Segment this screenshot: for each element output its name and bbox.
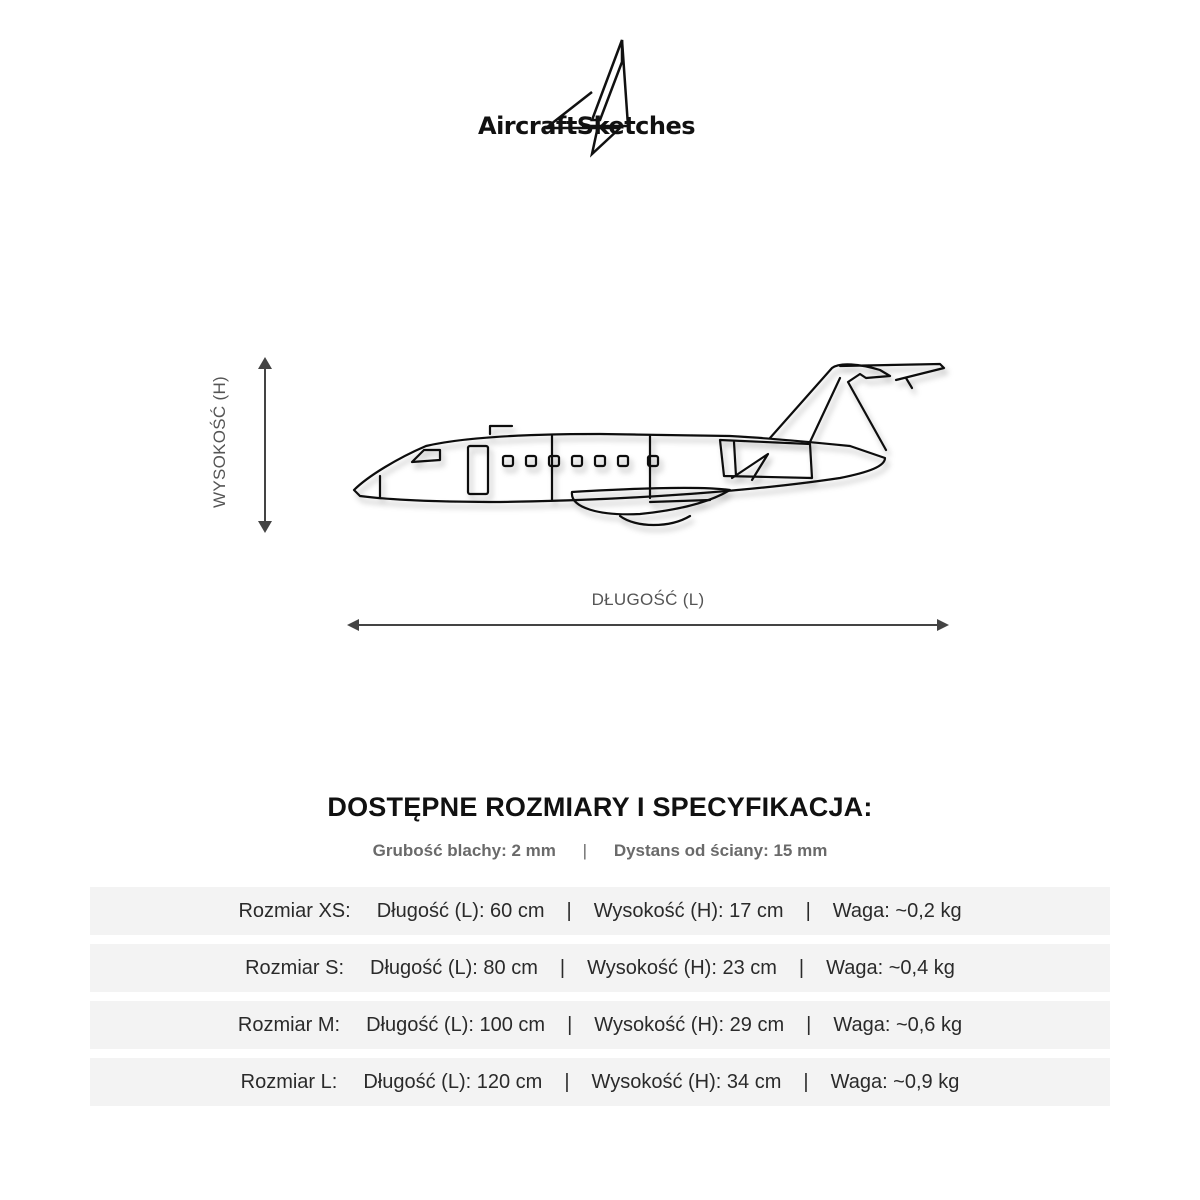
size-height: Wysokość (H): 17 cm — [593, 899, 784, 922]
size-height: Wysokość (H): 23 cm — [587, 956, 777, 979]
separator: | — [805, 899, 811, 922]
wall-distance: Dystans od ściany: 15 mm — [613, 841, 828, 860]
separator: | — [559, 956, 566, 979]
size-weight: Waga: ~0,4 kg — [826, 956, 955, 979]
brand-logo — [470, 36, 730, 160]
size-weight: Waga: ~0,2 kg — [832, 899, 962, 922]
business-jet-silhouette-icon — [340, 350, 960, 540]
length-dimension-arrow — [345, 615, 951, 635]
size-weight: Waga: ~0,9 kg — [830, 1070, 960, 1093]
size-row-xs — [90, 887, 1110, 935]
separator: | — [566, 899, 572, 922]
separator: | — [798, 956, 805, 979]
sheet-thickness: Grubość blachy: 2 mm — [372, 841, 556, 860]
size-row-m — [90, 1001, 1110, 1049]
size-length: Długość (L): 120 cm — [363, 1070, 543, 1093]
material-specs — [0, 841, 1200, 861]
size-height: Wysokość (H): 34 cm — [591, 1070, 782, 1093]
length-label: DŁUGOŚĆ (L) — [591, 590, 705, 609]
separator: | — [803, 1070, 809, 1093]
size-weight: Waga: ~0,6 kg — [833, 1013, 963, 1036]
separator: | — [567, 1013, 573, 1036]
separator: | — [806, 1013, 812, 1036]
height-dimension-arrow — [252, 355, 278, 535]
size-name: Rozmiar XS: — [238, 899, 351, 922]
size-name: Rozmiar L: — [240, 1070, 338, 1093]
height-label: WYSOKOŚĆ (H) — [210, 375, 229, 509]
size-length: Długość (L): 60 cm — [376, 899, 545, 922]
separator: | — [564, 1070, 570, 1093]
size-name: Rozmiar M: — [237, 1013, 341, 1036]
paper-plane-arrow-icon — [470, 36, 730, 160]
size-name: Rozmiar S: — [245, 956, 345, 979]
size-row-l — [90, 1058, 1110, 1106]
specs-title: DOSTĘPNE ROZMIARY I SPECYFIKACJA: — [327, 792, 873, 822]
size-length: Długość (L): 100 cm — [366, 1013, 546, 1036]
sizes-table — [90, 887, 1110, 1115]
size-row-s — [90, 944, 1110, 992]
separator: | — [582, 841, 588, 860]
brand-name: AircraftSketches — [478, 112, 696, 140]
size-length: Długość (L): 80 cm — [370, 956, 538, 979]
size-height: Wysokość (H): 29 cm — [594, 1013, 785, 1036]
